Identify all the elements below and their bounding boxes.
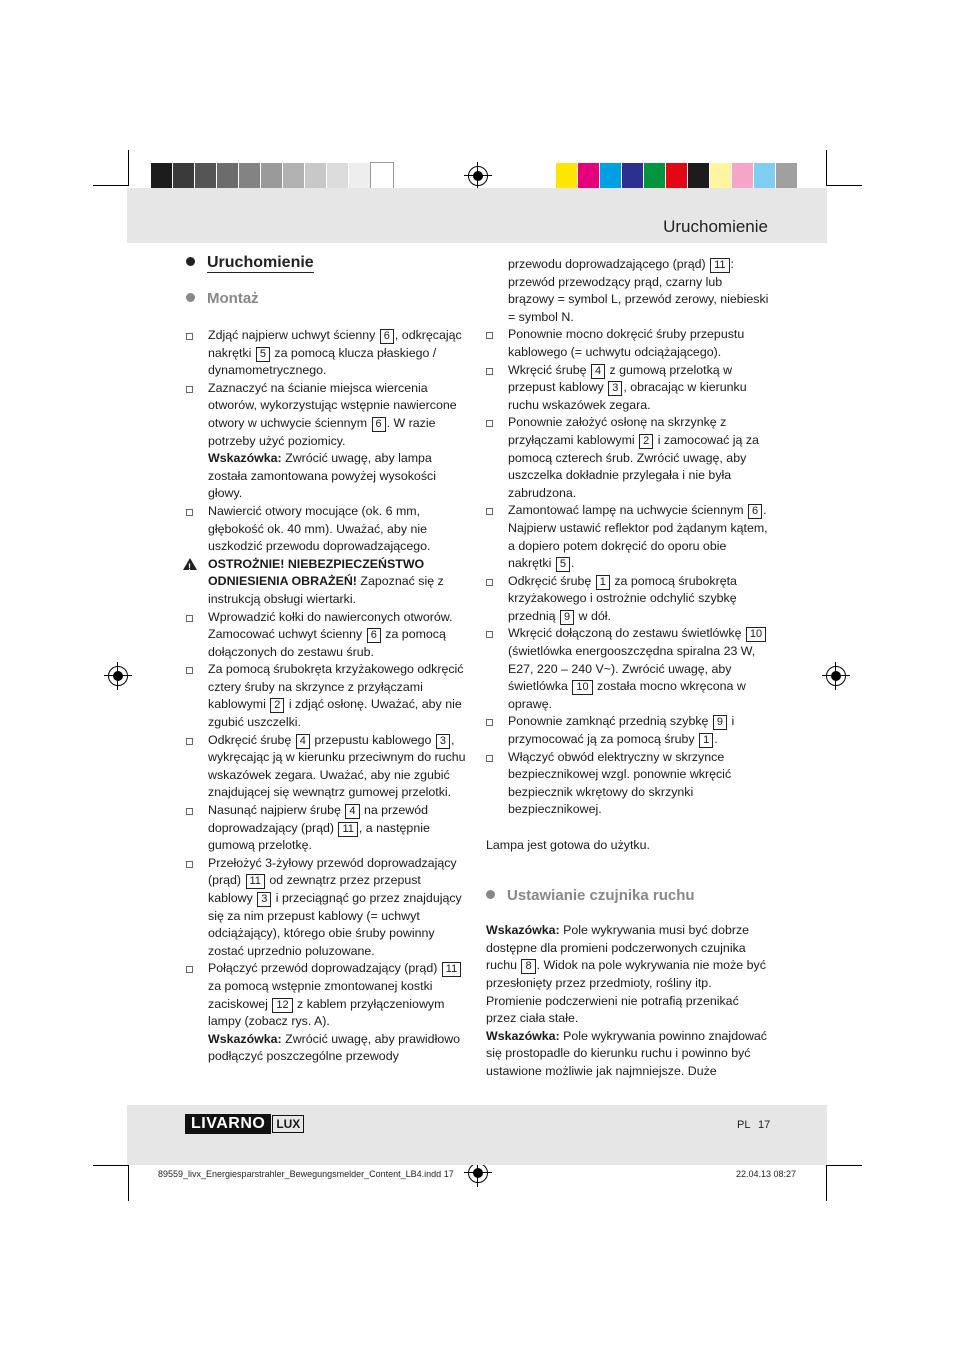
item-text: Zamontować lampę na uchwycie ściennym 6 . Najpierw ustawić reflektor pod żądanym kątem, a dopiero potem dokręcić do oporu obie nakrętki 5 . (508, 503, 768, 571)
part-number-badge: 2 (639, 434, 653, 449)
list-item (186, 855, 468, 961)
item-text: Odkręcić śrubę 4 przepustu kablowego 3 , wykręcając ją w kierunku przeciwnym do ruchu wskazówek zegara. Uważać, aby nie zgubić znajdującej się wewnątrz gumowej przelotki. (208, 732, 466, 800)
registration-mark-icon (826, 666, 846, 686)
heading-text: Ustawianie czujnika ruchu (507, 886, 695, 904)
color-swatch (327, 163, 349, 188)
checkbox-icon (486, 420, 493, 427)
item-text: Ponownie założyć osłonę na skrzynkę z przyłączami kablowymi 2 i zamocować ją za pomocą czterech śrub. Zwrócić uwagę, aby uszczelka dokładnie przylegała i nie była zabrudzona. (508, 415, 759, 500)
part-number-badge: 6 (367, 628, 381, 643)
list-item (486, 713, 769, 748)
crop-mark (826, 185, 862, 186)
part-number-badge: 8 (521, 959, 535, 974)
page-number: 17 (758, 1119, 771, 1131)
checkbox-icon (186, 509, 193, 516)
color-swatch (622, 163, 644, 188)
bullet-icon (486, 890, 495, 899)
file-info: 89559_livx_Energiesparstrahler_Bewegungsmelder_Content_LB4.indd 17 (158, 1169, 454, 1179)
list-item (186, 327, 468, 380)
checkbox-icon (186, 738, 193, 745)
checkbox-icon (486, 719, 493, 726)
part-number-badge: 6 (372, 417, 386, 432)
part-number-badge: 2 (270, 698, 284, 713)
crop-mark (826, 1165, 827, 1201)
color-swatch (371, 163, 393, 188)
item-text: Wkręcić dołączoną do zestawu świetlówkę 10 (świetlówka energooszczędna spiralna 23 W, E27, 220 – 240 V~). Zwrócić uwagę, aby świetlówka 10 została mocno wkręcona w oprawę. (508, 626, 767, 710)
color-swatch (261, 163, 283, 188)
warning-item (186, 556, 468, 609)
list-item (486, 502, 769, 572)
bullet-icon (186, 257, 195, 266)
color-swatch (600, 163, 622, 188)
warning-text: Zapoznać się z instrukcją obsługi wiertarki. (208, 574, 444, 606)
list-item (186, 380, 468, 503)
color-swatch (173, 163, 195, 188)
item-text: Przełożyć 3-żyłowy przewód doprowadzający (prąd) 11 od zewnątrz przez przepust kablowy 3 i przeciągnąć go przez znajdujący się za nim przepust kablowy (= uchwyt odciążający), którego obie śruby powinny zostać uprzednio poluzowane. (208, 855, 462, 958)
list-item (486, 749, 769, 819)
item-text: Połączyć przewód doprowadzający (prąd) 11 za pomocą wstępnie zmontowanej kostki zaciskowej 12 z kablem przyłączeniowym lampy (zobacz rys. A). (208, 961, 462, 1028)
part-number-badge: 9 (713, 715, 727, 730)
color-swatch (283, 163, 305, 188)
list-item (486, 625, 769, 713)
crop-mark (128, 150, 129, 186)
checkbox-icon (186, 808, 193, 815)
note-text: Pole wykrywania powinno znajdować się prostopadle do kierunku ruchu i powinno być ustawione możliwie jak najmniejsze. Duże (486, 1028, 768, 1078)
checkbox-icon (186, 615, 193, 622)
checkbox-icon (486, 368, 493, 375)
item-text: Odkręcić śrubę 1 za pomocą śrubokręta krzyżakowego i ostrożnie odchylić szybkę przednią 9 w dół. (508, 573, 737, 623)
list-item (486, 326, 769, 361)
heading-text: Uruchomienie (207, 254, 314, 271)
part-number-badge: 11 (246, 874, 265, 889)
color-swatch (776, 163, 798, 188)
checkbox-icon (486, 755, 493, 762)
part-number-badge: 11 (442, 962, 461, 977)
part-number-badge: 3 (608, 381, 622, 396)
color-swatch (754, 163, 776, 188)
part-number-badge: 5 (256, 347, 270, 362)
page-section-title: Uruchomienie (663, 217, 768, 236)
print-date: 22.04.13 08:27 (736, 1169, 797, 1179)
list-item (186, 732, 468, 802)
crop-mark (93, 185, 129, 186)
item-text: Zdjąć najpierw uchwyt ścienny 6 , odkręcając nakrętki 5 za pomocą klucza płaskiego / dynamometrycznego. (208, 328, 462, 378)
color-swatch (195, 163, 217, 188)
part-number-badge: 4 (591, 364, 605, 379)
part-number-badge: 11 (338, 822, 357, 837)
heading-text: Montaż (207, 290, 259, 307)
registration-mark-icon (468, 166, 488, 186)
livarno-logo (185, 1114, 304, 1134)
note-paragraph (486, 922, 769, 1080)
list-item (186, 802, 468, 855)
item-text: Nasunąć najpierw śrubę 4 na przewód doprowadzający (prąd) 11 , a następnie gumową przelotkę. (208, 803, 430, 853)
language-code: PL (737, 1119, 751, 1131)
checkbox-icon (486, 508, 493, 515)
checkbox-icon (486, 631, 493, 638)
heading-uruchomienie (186, 254, 314, 272)
note-text: Zwrócić uwagę, aby prawidłowo podłączyć poszczególne przewody (208, 1031, 461, 1064)
checkbox-icon (486, 332, 493, 339)
item-text: Ponownie mocno dokręcić śruby przepustu kablowego (= uchwytu odciążającego). (508, 327, 745, 359)
part-number-badge: 11 (710, 258, 729, 273)
part-number-badge: 3 (257, 892, 271, 907)
part-number-badge: 6 (380, 329, 394, 344)
color-swatch (732, 163, 754, 188)
list-item (186, 960, 468, 1066)
part-number-badge: 4 (345, 804, 359, 819)
part-number-badge: 12 (272, 998, 292, 1013)
item-text: przewodu doprowadzającego (prąd) 11 : przewód przewodzący prąd, czarny lub brązowy = symbol L, przewód zerowy, niebieski = symbol N. (508, 257, 769, 324)
registration-mark-icon (468, 1163, 488, 1183)
crop-mark (826, 1165, 862, 1166)
crop-mark (128, 1165, 129, 1201)
color-swatch (217, 163, 239, 188)
color-swatch (578, 163, 600, 188)
left-column (186, 327, 468, 1066)
color-swatch (556, 163, 578, 188)
list-item (186, 503, 468, 556)
bullet-icon (186, 293, 195, 302)
right-column (486, 256, 769, 1081)
item-text: Wprowadzić kołki do nawierconych otworów. Zamocować uchwyt ścienny 6 za pomocą dołączonych do zestawu śrub. (208, 609, 453, 659)
warning-icon (183, 558, 197, 570)
list-item-continued (486, 256, 769, 326)
color-swatch (710, 163, 732, 188)
part-number-badge: 6 (748, 504, 762, 519)
color-swatch (239, 163, 261, 188)
item-text: Włączyć obwód elektryczny w skrzynce bezpiecznikowej wzgl. ponownie wkręcić bezpiecznik wkrętowy do skrzynki bezpiecznikowej. (508, 749, 732, 817)
item-text: Pole wykrywania musi być dobrze dostępne dla promieni podczerwonych czujnika ruchu 8 . Widok na pole wykrywania nie może być przesłonięty przez przedmioty, rośliny itp. Promienie podczerwieni nie potrafią przenikać przez ciała stałe. (486, 923, 766, 1026)
note-label: Wskazówka: (486, 923, 560, 938)
item-text: Ponownie zamknąć przednią szybkę 9 i przymocować ją za pomocą śruby 1 . (508, 714, 735, 747)
color-swatch (305, 163, 327, 188)
heading-montaz (186, 290, 259, 307)
part-number-badge: 5 (556, 557, 570, 572)
note-label: Wskazówka: (208, 451, 282, 466)
checkbox-icon (186, 966, 193, 973)
checkbox-icon (186, 861, 193, 868)
color-swatch (666, 163, 688, 188)
process-color-bar (556, 163, 798, 188)
item-text: Nawiercić otwory mocujące (ok. 6 mm, głębokość ok. 40 mm). Uważać, aby nie uszkodzić przewodu doprowadzającego. (208, 503, 431, 554)
item-text: Zaznaczyć na ścianie miejsca wiercenia otworów, wykorzystując wstępnie nawiercone otwory w uchwycie ściennym 6 . W razie potrzeby użyć poziomicy. (208, 380, 457, 448)
logo-text: LIVARNO (185, 1114, 271, 1134)
note-label: Wskazówka: (208, 1031, 282, 1046)
checkbox-icon (186, 667, 193, 674)
list-item (486, 414, 769, 502)
part-number-badge: 4 (296, 734, 310, 749)
grayscale-color-bar (151, 163, 393, 188)
checkbox-icon (186, 386, 193, 393)
part-number-badge: 3 (436, 734, 450, 749)
part-number-badge: 10 (746, 627, 766, 642)
list-item (186, 609, 468, 662)
note-text: Zwrócić uwagę, aby lampa została zamontowana powyżej wysokości głowy. (208, 451, 436, 501)
heading-czujnik (486, 887, 769, 905)
note-label: Wskazówka: (486, 1028, 560, 1043)
crop-mark (826, 150, 827, 186)
item-text: Za pomocą śrubokręta krzyżakowego odkręcić cztery śruby na skrzynce z przyłączami kablowymi 2 i zdjąć osłonę. Uważać, aby nie zgubić uszczelki. (208, 662, 464, 730)
crop-mark (93, 1165, 129, 1166)
ready-text: Lampa jest gotowa do użytku. (486, 838, 650, 852)
part-number-badge: 10 (572, 680, 592, 695)
part-number-badge: 9 (560, 610, 574, 625)
color-swatch (349, 163, 371, 188)
checkbox-icon (186, 333, 193, 340)
part-number-badge: 1 (596, 575, 610, 590)
logo-lux: LUX (272, 1115, 304, 1133)
item-text: Wkręcić śrubę 4 z gumową przelotką w przepust kablowy 3 , obracając w kierunku ruchu wskazówek zegara. (508, 362, 747, 412)
registration-mark-icon (108, 666, 128, 686)
part-number-badge: 1 (699, 733, 713, 748)
list-item (486, 362, 769, 415)
checkbox-icon (486, 579, 493, 586)
list-item (486, 573, 769, 626)
color-swatch (644, 163, 666, 188)
list-item (186, 661, 468, 731)
warning-label: OSTROŻNIE! NIEBEZPIECZEŃSTWO ODNIESIENIA OBRAŻEŃ! (208, 556, 425, 589)
color-swatch (151, 163, 173, 188)
color-swatch (688, 163, 710, 188)
